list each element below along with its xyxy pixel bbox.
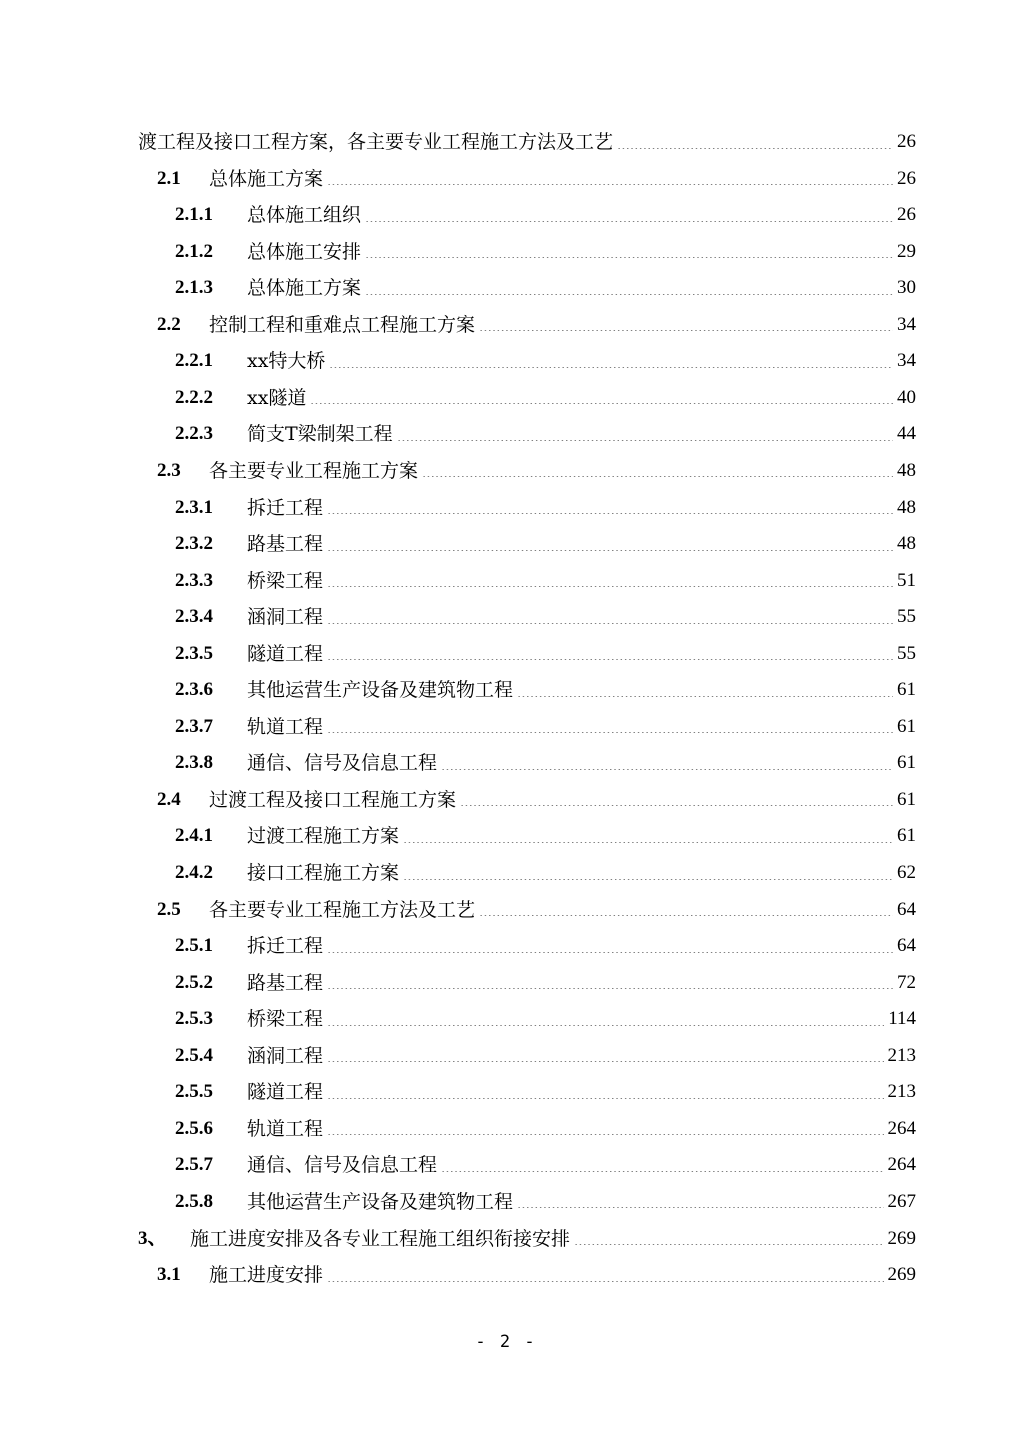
- toc-entry[interactable]: [138, 124, 916, 160]
- dot-leader: [365, 294, 893, 295]
- toc-entry-number: 2.2.3: [175, 423, 213, 445]
- dot-leader: [327, 1281, 883, 1282]
- toc-entry[interactable]: [175, 343, 916, 379]
- toc-entry-page: 61: [897, 679, 916, 701]
- toc-entry-page: 48: [897, 533, 916, 555]
- dot-leader: [365, 257, 893, 258]
- toc-entry-page: 44: [897, 423, 916, 445]
- toc-entry-page: 26: [897, 204, 916, 226]
- toc-entry-page: 29: [897, 240, 916, 262]
- dot-leader: [479, 330, 893, 331]
- dot-leader: [517, 696, 893, 697]
- toc-entry-page: 64: [897, 935, 916, 957]
- toc-entry-title: xx特大桥: [247, 350, 326, 373]
- toc-entry-page: 26: [897, 167, 916, 189]
- toc-entry-title: 施工进度安排: [209, 1264, 324, 1287]
- toc-entry-number: 2.2: [157, 313, 181, 335]
- toc-entry-number: 2.3.6: [175, 679, 213, 701]
- toc-entry-number: 2.1: [157, 167, 181, 189]
- toc-entry-page: 26: [897, 131, 916, 152]
- toc-entry-page: 114: [888, 1008, 916, 1030]
- toc-entry-title: 隧道工程: [247, 642, 324, 665]
- dot-leader: [327, 952, 893, 953]
- toc-entry-title: 总体施工安排: [247, 240, 362, 263]
- toc-entry-number: 2.4.1: [175, 825, 213, 847]
- dot-leader: [403, 842, 893, 843]
- dot-leader: [327, 1061, 883, 1062]
- toc-entry[interactable]: [175, 965, 916, 1001]
- toc-entry-number: 2.5.3: [175, 1008, 213, 1030]
- toc-entry-title: 其他运营生产设备及建筑物工程: [247, 679, 514, 702]
- toc-entry-number: 2.4: [157, 788, 181, 810]
- toc-entry[interactable]: [157, 892, 916, 928]
- dot-leader: [327, 1134, 883, 1135]
- toc-entry-number: 2.5.2: [175, 971, 213, 993]
- dot-leader: [403, 879, 893, 880]
- toc-entry-page: 269: [887, 1264, 916, 1286]
- toc-entry-number: 2.3.7: [175, 715, 213, 737]
- toc-entry[interactable]: [175, 490, 916, 526]
- dot-leader: [327, 184, 893, 185]
- toc-entry-number: 2.3.5: [175, 642, 213, 664]
- toc-entry-title: 隧道工程: [247, 1081, 324, 1104]
- toc-entry-title: 施工进度安排及各专业工程施工组织衔接安排: [190, 1227, 571, 1250]
- toc-entry-page: 269: [887, 1227, 916, 1249]
- dot-leader: [327, 988, 893, 989]
- toc-entry-number: 2.3.8: [175, 752, 213, 774]
- toc-entry-page: 48: [897, 496, 916, 518]
- toc-entry-title: 涵洞工程: [247, 606, 324, 629]
- toc-entry-page: 55: [897, 642, 916, 664]
- toc-entry-page: 61: [897, 715, 916, 737]
- toc-entry-page: 61: [897, 788, 916, 810]
- toc-entry[interactable]: [157, 161, 916, 197]
- toc-entry-page: 40: [897, 386, 916, 408]
- toc-entry[interactable]: [175, 599, 916, 635]
- toc-entry-title: 桥梁工程: [247, 1008, 324, 1031]
- toc-entry-page: 61: [897, 825, 916, 847]
- toc-entry-page: 267: [887, 1190, 916, 1212]
- toc-entry-page: 213: [887, 1081, 916, 1103]
- toc-entry-page: 51: [897, 569, 916, 591]
- toc-entry-page: 264: [887, 1117, 916, 1139]
- toc-entry-number: 3、: [138, 1227, 167, 1249]
- toc-entry-title: 其他运营生产设备及建筑物工程: [247, 1190, 514, 1213]
- dot-leader: [517, 1207, 883, 1208]
- toc-entry[interactable]: [157, 453, 916, 489]
- toc-entry-number: 2.5.7: [175, 1154, 213, 1176]
- dot-leader: [327, 550, 893, 551]
- toc-entry-number: 2.3.3: [175, 569, 213, 591]
- dot-leader: [441, 1171, 883, 1172]
- toc-entry-title: 拆迁工程: [247, 935, 324, 958]
- toc-entry-number: 2.5: [157, 898, 181, 920]
- toc-entry-number: 2.5.8: [175, 1190, 213, 1212]
- dot-leader: [327, 659, 893, 660]
- toc-entry[interactable]: [175, 526, 916, 562]
- toc-entry-title: 各主要专业工程施工方案: [209, 459, 419, 482]
- toc-entry-page: 48: [897, 459, 916, 481]
- toc-entry[interactable]: [175, 855, 916, 891]
- toc-entry-page: 34: [897, 313, 916, 335]
- toc-entry[interactable]: [175, 197, 916, 233]
- toc-entry-page: 62: [897, 862, 916, 883]
- toc-entry[interactable]: [175, 672, 916, 708]
- toc-entry-title: 接口工程施工方案: [247, 862, 400, 884]
- toc-entry[interactable]: [175, 1184, 916, 1220]
- toc-entry-number: 2.3.2: [175, 533, 213, 555]
- dot-leader: [422, 476, 893, 477]
- toc-entry[interactable]: [175, 1038, 916, 1074]
- toc-entry-page: 72: [897, 971, 916, 993]
- toc-entry-title: 通信、信号及信息工程: [247, 752, 438, 775]
- toc-entry-title: xx隧道: [247, 386, 307, 409]
- toc-entry-title: 各主要专业工程施工方法及工艺: [209, 898, 476, 921]
- toc-entry[interactable]: [138, 1221, 916, 1257]
- page-number-footer: - 2 -: [475, 1332, 537, 1352]
- toc-entry[interactable]: [175, 1111, 916, 1147]
- toc-entry-number: 2.5.6: [175, 1117, 213, 1139]
- toc-entry-number: 2.2.2: [175, 386, 213, 408]
- dot-leader: [310, 403, 893, 404]
- toc-entry[interactable]: [175, 928, 916, 964]
- toc-entry[interactable]: [175, 270, 916, 306]
- dot-leader: [365, 221, 893, 222]
- toc-entry-title: 轨道工程: [247, 715, 324, 738]
- dot-leader: [327, 1098, 883, 1099]
- dot-leader: [617, 148, 893, 149]
- toc-entry[interactable]: [175, 709, 916, 745]
- toc-entry-title: 涵洞工程: [247, 1044, 324, 1067]
- toc-entry-title: 总体施工组织: [247, 204, 362, 227]
- toc-entry-page: 34: [897, 350, 916, 372]
- toc-entry[interactable]: [175, 563, 916, 599]
- toc-entry-title: 轨道工程: [247, 1117, 324, 1140]
- toc-entry-number: 2.5.5: [175, 1081, 213, 1103]
- toc-entry[interactable]: [175, 416, 916, 452]
- toc-entry-page: 30: [897, 277, 916, 299]
- toc-entry-title: 过渡工程施工方案: [247, 825, 400, 848]
- toc-entry-title: 总体施工方案: [247, 277, 362, 300]
- toc-entry-number: 2.3: [157, 459, 181, 481]
- toc-entry-number: 2.5.4: [175, 1044, 213, 1066]
- toc-entry-title: 总体施工方案: [209, 167, 324, 190]
- toc-entry-number: 2.4.2: [175, 862, 213, 883]
- toc-entry-number: 2.1.1: [175, 204, 213, 226]
- toc-entry-number: 2.5.1: [175, 935, 213, 957]
- toc-entry-title: 渡工程及接口工程方案，各主要专业工程施工方法及工艺: [138, 131, 614, 153]
- toc-entry-title: 桥梁工程: [247, 569, 324, 592]
- dot-leader: [329, 367, 893, 368]
- toc-entry-number: 2.3.4: [175, 606, 213, 628]
- dot-leader: [479, 915, 893, 916]
- dot-leader: [327, 586, 893, 587]
- dot-leader: [574, 1244, 883, 1245]
- toc-entry[interactable]: [175, 636, 916, 672]
- toc-entry-page: 264: [887, 1154, 916, 1176]
- toc-entry[interactable]: [175, 1147, 916, 1183]
- toc-entry-title: 路基工程: [247, 533, 324, 556]
- toc-entry-title: 简支T梁制架工程: [247, 423, 393, 446]
- dot-leader: [441, 769, 893, 770]
- toc-entry[interactable]: [175, 1001, 916, 1037]
- toc-entry-number: 2.2.1: [175, 350, 213, 372]
- dot-leader: [327, 1025, 884, 1026]
- toc-entry[interactable]: [175, 1074, 916, 1110]
- toc-entry-page: 64: [897, 898, 916, 920]
- toc-entry-page: 213: [887, 1044, 916, 1066]
- toc-entry-number: 2.3.1: [175, 496, 213, 518]
- dot-leader: [327, 513, 893, 514]
- dot-leader: [327, 732, 893, 733]
- toc-entry[interactable]: [175, 818, 916, 854]
- toc-entry-number: 2.1.2: [175, 240, 213, 262]
- toc-entry[interactable]: [175, 234, 916, 270]
- toc-entry-title: 通信、信号及信息工程: [247, 1154, 438, 1177]
- toc-entry-title: 拆迁工程: [247, 496, 324, 519]
- toc-entry-number: 3.1: [157, 1264, 181, 1286]
- toc-entry[interactable]: [175, 745, 916, 781]
- toc-entry-number: 2.1.3: [175, 277, 213, 299]
- dot-leader: [397, 440, 893, 441]
- dot-leader: [460, 805, 893, 806]
- toc-entry[interactable]: [157, 1257, 916, 1293]
- toc-entry-title: 过渡工程及接口工程施工方案: [209, 788, 457, 811]
- toc-entry-page: 55: [897, 606, 916, 628]
- toc-entry[interactable]: [157, 782, 916, 818]
- toc-entry[interactable]: [157, 307, 916, 343]
- toc-entry[interactable]: [175, 380, 916, 416]
- toc-entry-title: 路基工程: [247, 971, 324, 994]
- toc-entry-page: 61: [897, 752, 916, 774]
- toc-entry-title: 控制工程和重难点工程施工方案: [209, 313, 476, 336]
- dot-leader: [327, 623, 893, 624]
